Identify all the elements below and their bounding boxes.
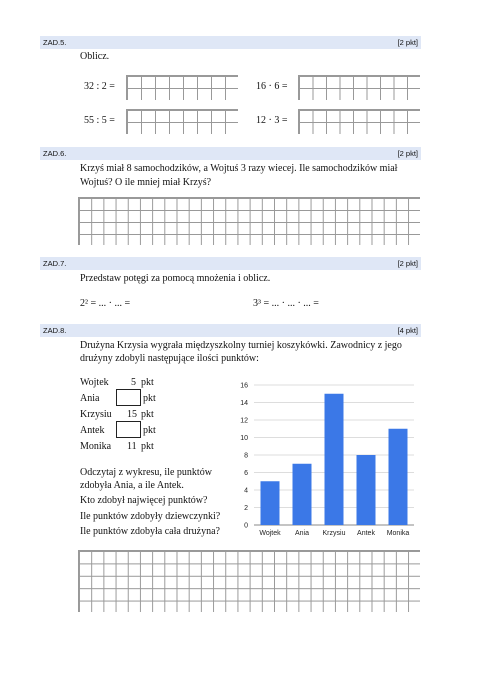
answer-grid[interactable]	[298, 109, 420, 134]
y-tick-label: 0	[244, 522, 248, 530]
question-4: Ile punktów zdobyła cała drużyna?	[80, 526, 220, 537]
bar-wojtek	[261, 481, 280, 525]
player-points: 15	[127, 409, 137, 420]
y-tick-label: 6	[244, 470, 248, 477]
answer-box[interactable]	[116, 421, 141, 438]
task-8-text-line-2: drużyny zdobyli następujące ilości punktów:	[80, 353, 259, 364]
task-8-text-line-1: Drużyna Krzysia wygrała międzyszkolny turniej koszykówki. Zawodnicy z jego	[80, 340, 402, 351]
task-5-points: [2 pkt]	[397, 38, 418, 47]
task-7-expression-1: 2² = ... · ... =	[80, 298, 131, 309]
task-5-instruction: Oblicz.	[80, 51, 110, 62]
task-6-label: ZAD.6.	[43, 149, 67, 158]
bar-ania	[293, 464, 312, 525]
task-7-expression-2: 3³ = ... · ... · ... =	[253, 298, 319, 309]
player-name: Krzysiu	[80, 409, 112, 420]
task-7-points: [2 pkt]	[397, 259, 418, 268]
task-6-text-line-1: Krzyś miał 8 samochodzików, a Wojtuś 3 razy wiecej. Ile samochodzików miał	[80, 163, 398, 174]
bar-monika	[389, 429, 408, 525]
points-bar-chart	[228, 378, 418, 543]
task-6-text-line-2: Wojtuś? O ile mniej miał Krzyś?	[80, 177, 212, 188]
task-5-op-4: 12 · 3 =	[256, 115, 288, 126]
task-7-label: ZAD.7.	[43, 259, 67, 268]
y-tick-label: 8	[244, 452, 248, 460]
question-2: Kto zdobył najwięcej punktów?	[80, 495, 208, 506]
player-name: Ania	[80, 393, 100, 404]
task-5-op-2: 16 · 6 =	[256, 81, 288, 92]
y-tick-label: 16	[240, 382, 248, 390]
answer-grid[interactable]	[78, 550, 420, 612]
answer-box[interactable]	[116, 389, 141, 406]
player-name: Antek	[80, 425, 105, 436]
points-unit: pkt	[141, 409, 154, 420]
player-name: Monika	[80, 441, 112, 452]
answer-grid[interactable]	[126, 109, 238, 134]
task-5-header	[40, 36, 421, 49]
task-8-points: [4 pkt]	[397, 326, 418, 335]
question-1-line-1: Odczytaj z wykresu, ile punktów	[80, 467, 212, 478]
x-tick-label: Monika	[386, 530, 410, 537]
points-unit: pkt	[141, 441, 154, 452]
points-unit: pkt	[143, 393, 156, 404]
chart-svg	[228, 378, 418, 543]
x-tick-label: Antek	[357, 530, 375, 537]
points-unit: pkt	[141, 377, 154, 388]
task-5-op-3: 55 : 5 =	[84, 115, 115, 126]
task-8-header	[40, 324, 421, 337]
question-3: Ile punktów zdobyły dziewczynki?	[80, 511, 221, 522]
task-6-points: [2 pkt]	[397, 149, 418, 158]
player-name: Wojtek	[80, 377, 109, 388]
task-5-op-1: 32 : 2 =	[84, 81, 115, 92]
task-6-header	[40, 147, 421, 160]
player-points: 11	[127, 441, 137, 452]
y-tick-label: 2	[244, 505, 248, 512]
task-8-label: ZAD.8.	[43, 326, 67, 335]
points-unit: pkt	[143, 425, 156, 436]
bar-antek	[357, 455, 376, 525]
question-1-line-2: zdobyła Ania, a ile Antek.	[80, 480, 184, 491]
answer-grid[interactable]	[298, 75, 420, 100]
answer-grid[interactable]	[126, 75, 238, 100]
task-5-label: ZAD.5.	[43, 38, 67, 47]
task-7-instruction: Przedstaw potęgi za pomocą mnożenia i oblicz.	[80, 273, 271, 284]
y-tick-label: 10	[240, 435, 248, 442]
answer-grid[interactable]	[78, 197, 420, 245]
y-tick-label: 12	[240, 417, 248, 425]
player-points: 5	[131, 377, 136, 388]
y-tick-label: 14	[240, 400, 248, 407]
task-7-header	[40, 257, 421, 270]
y-tick-label: 4	[244, 487, 248, 495]
x-tick-label: Ania	[294, 530, 310, 537]
x-tick-label: Wojtek	[259, 530, 281, 537]
x-tick-label: Krzysiu	[322, 530, 346, 537]
bar-krzysiu	[325, 394, 344, 525]
